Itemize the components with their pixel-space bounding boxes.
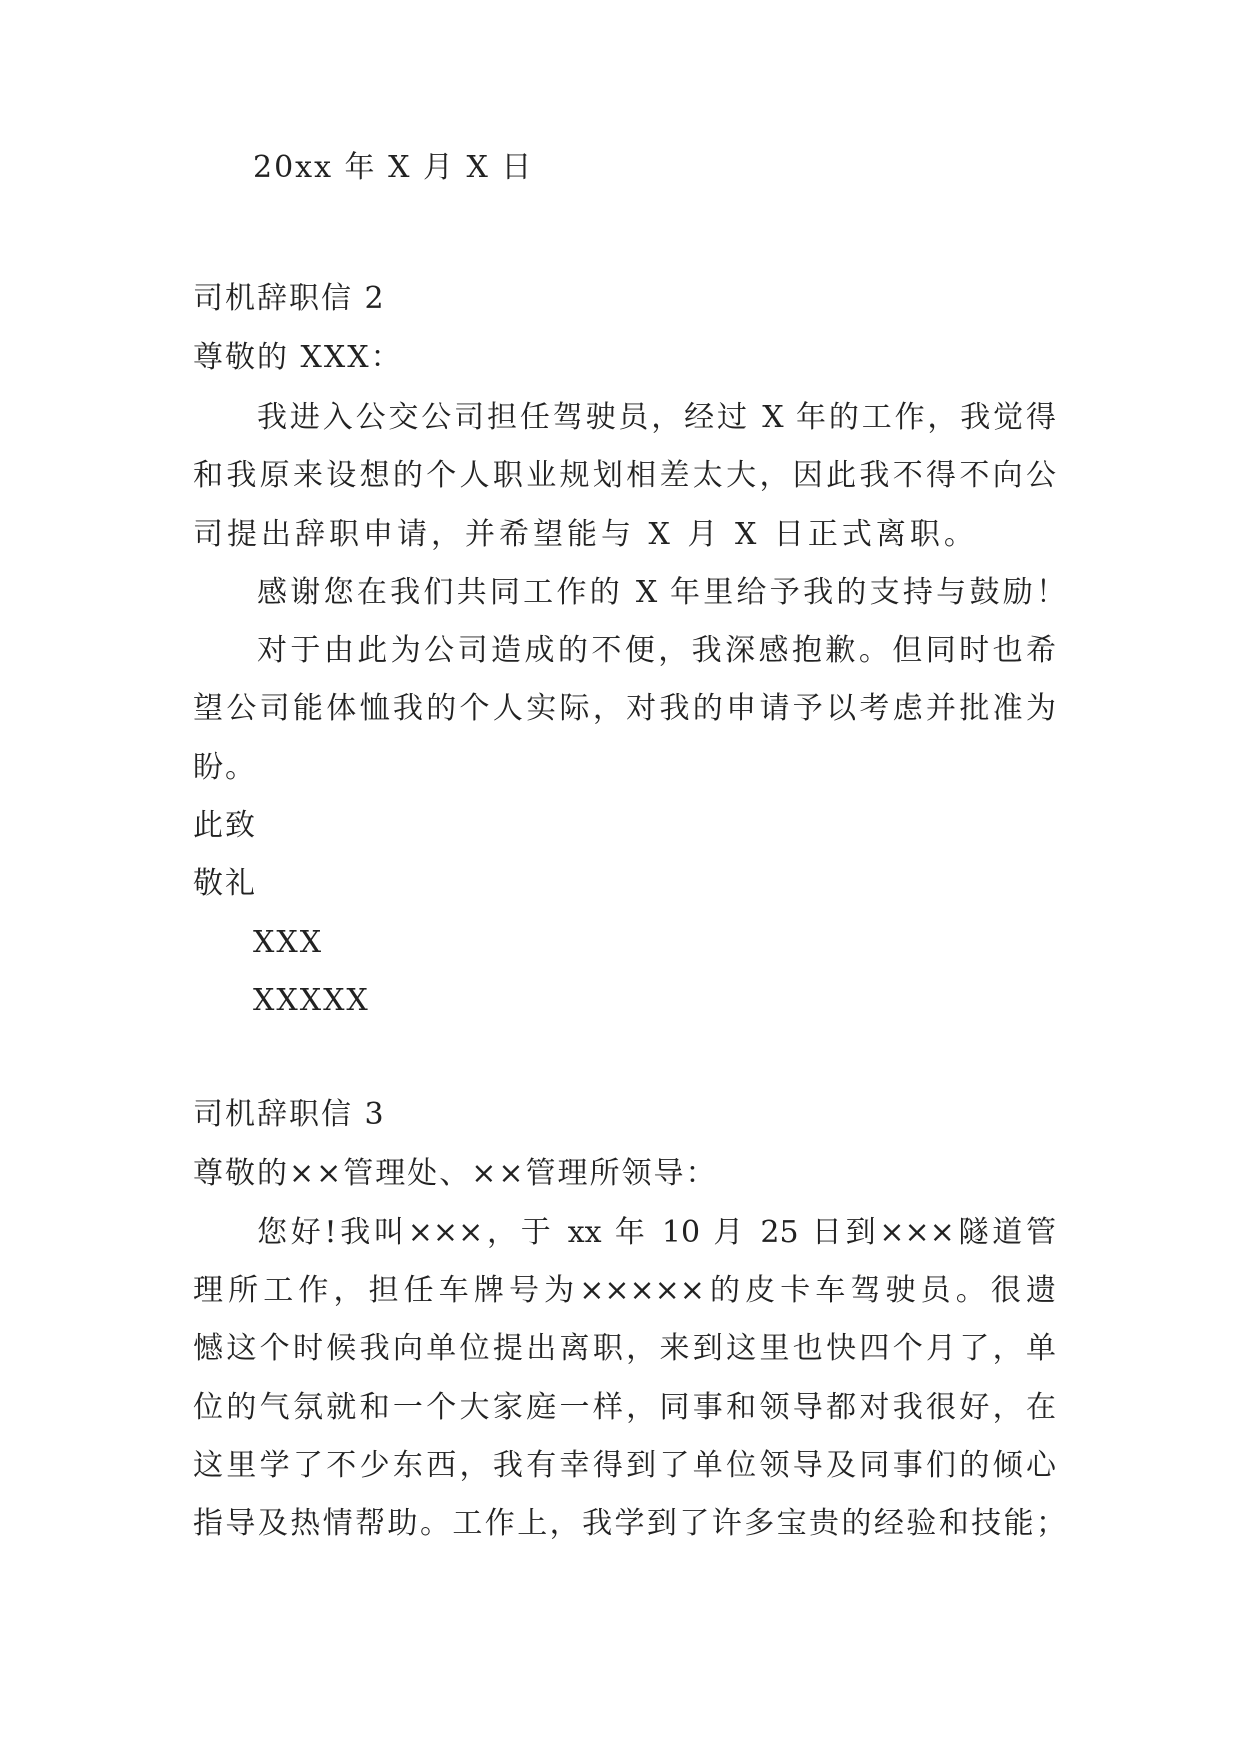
letter3-paragraph-line: 您好!我叫×××，于 xx 年 10 月 25 日到×××隧道管 [257,1215,1056,1250]
letter2-salutation: 尊敬的 XXX： [193,340,403,375]
letter3-paragraph-line: 憾这个时候我向单位提出离职，来到这里也快四个月了，单 [193,1331,1056,1366]
letter2-paragraph-line: 感谢您在我们共同工作的 X 年里给予我的支持与鼓励！ [257,575,1066,610]
letter3-paragraph-line: 位的气氛就和一个大家庭一样，同事和领导都对我很好，在 [193,1390,1056,1425]
letter3-salutation: 尊敬的××管理处、××管理所领导： [193,1156,718,1191]
letter2-paragraph-line: 对于由此为公司造成的不便，我深感抱歉。但同时也希 [257,633,1056,668]
letter2-closing-1: 此致 [193,808,257,843]
letter2-paragraph-line: 望公司能体恤我的个人实际，对我的申请予以考虑并批准为 [193,691,1056,726]
letter2-paragraph-line: 和我原来设想的个人职业规划相差太大，因此我不得不向公 [193,458,1056,493]
letter2-closing-2: 敬礼 [193,866,257,901]
letter2-title: 司机辞职信 2 [193,281,386,316]
letter2-sign-date: XXXXX [253,983,370,1018]
letter2-paragraph-line: 司提出辞职申请，并希望能与 X 月 X 日正式离职。 [193,517,978,552]
letter3-paragraph-line: 这里学了不少东西，我有幸得到了单位领导及同事们的倾心 [193,1448,1056,1483]
date-line: 20xx 年 X 月 X 日 [253,150,534,185]
letter3-title: 司机辞职信 3 [193,1097,386,1132]
letter2-paragraph-line: 我进入公交公司担任驾驶员，经过 X 年的工作，我觉得 [257,400,1056,435]
letter2-signature: XXX [253,925,324,960]
letter2-paragraph-line: 盼。 [193,750,257,785]
letter3-paragraph-line: 理所工作，担任车牌号为×××××的皮卡车驾驶员。很遗 [193,1273,1056,1308]
letter3-paragraph-line: 指导及热情帮助。工作上，我学到了许多宝贵的经验和技能； [193,1506,1066,1541]
